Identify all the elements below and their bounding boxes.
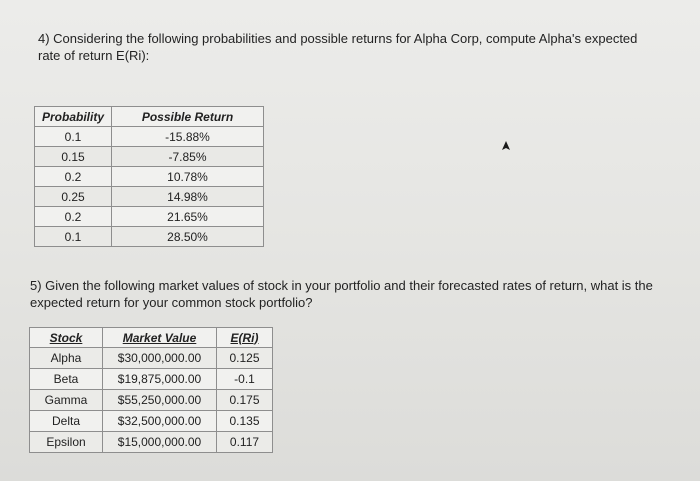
probability-cell: 0.25	[35, 187, 112, 207]
return-cell: 21.65%	[112, 207, 264, 227]
table-row	[30, 348, 273, 369]
expected-return-cell: 0.125	[217, 348, 273, 369]
probability-return-table	[34, 106, 264, 247]
header-market-value: Market Value	[103, 328, 217, 348]
table-header-row	[30, 328, 273, 348]
market-value-cell: $30,000,000.00	[103, 348, 217, 369]
market-value-cell: $32,500,000.00	[103, 411, 217, 432]
expected-return-cell: 0.135	[217, 411, 273, 432]
table-row	[35, 147, 264, 167]
table-row	[35, 187, 264, 207]
header-possible-return: Possible Return	[112, 107, 264, 127]
expected-return-cell: 0.175	[217, 390, 273, 411]
stock-cell: Alpha	[30, 348, 103, 369]
table-row	[35, 207, 264, 227]
table-row	[35, 167, 264, 187]
table-row	[35, 127, 264, 147]
portfolio-table	[29, 327, 273, 453]
market-value-cell: $19,875,000.00	[103, 369, 217, 390]
header-probability: Probability	[35, 107, 112, 127]
table-row	[30, 432, 273, 453]
return-cell: 14.98%	[112, 187, 264, 207]
header-expected-return: E(Ri)	[217, 328, 273, 348]
probability-cell: 0.15	[35, 147, 112, 167]
header-stock: Stock	[30, 328, 103, 348]
table-row	[30, 369, 273, 390]
expected-return-cell: 0.117	[217, 432, 273, 453]
return-cell: 28.50%	[112, 227, 264, 247]
stock-cell: Gamma	[30, 390, 103, 411]
mouse-pointer-icon	[500, 140, 512, 152]
market-value-cell: $55,250,000.00	[103, 390, 217, 411]
stock-cell: Epsilon	[30, 432, 103, 453]
table-row	[30, 390, 273, 411]
return-cell: -7.85%	[112, 147, 264, 167]
stock-cell: Delta	[30, 411, 103, 432]
return-cell: 10.78%	[112, 167, 264, 187]
question-4-text: 4) Considering the following probabilities and possible returns for Alpha Corp, compute Alpha's expected rate of return E(Ri):	[38, 31, 638, 63]
question-5-text: 5) Given the following market values of stock in your portfolio and their forecasted rates of return, what is the expected return for your common stock portfolio?	[30, 278, 653, 310]
stock-cell: Beta	[30, 369, 103, 390]
return-cell: -15.88%	[112, 127, 264, 147]
market-value-cell: $15,000,000.00	[103, 432, 217, 453]
table-row	[30, 411, 273, 432]
probability-cell: 0.1	[35, 127, 112, 147]
table-row	[35, 227, 264, 247]
probability-cell: 0.2	[35, 167, 112, 187]
table-header-row	[35, 107, 264, 127]
probability-cell: 0.2	[35, 207, 112, 227]
expected-return-cell: -0.1	[217, 369, 273, 390]
probability-cell: 0.1	[35, 227, 112, 247]
